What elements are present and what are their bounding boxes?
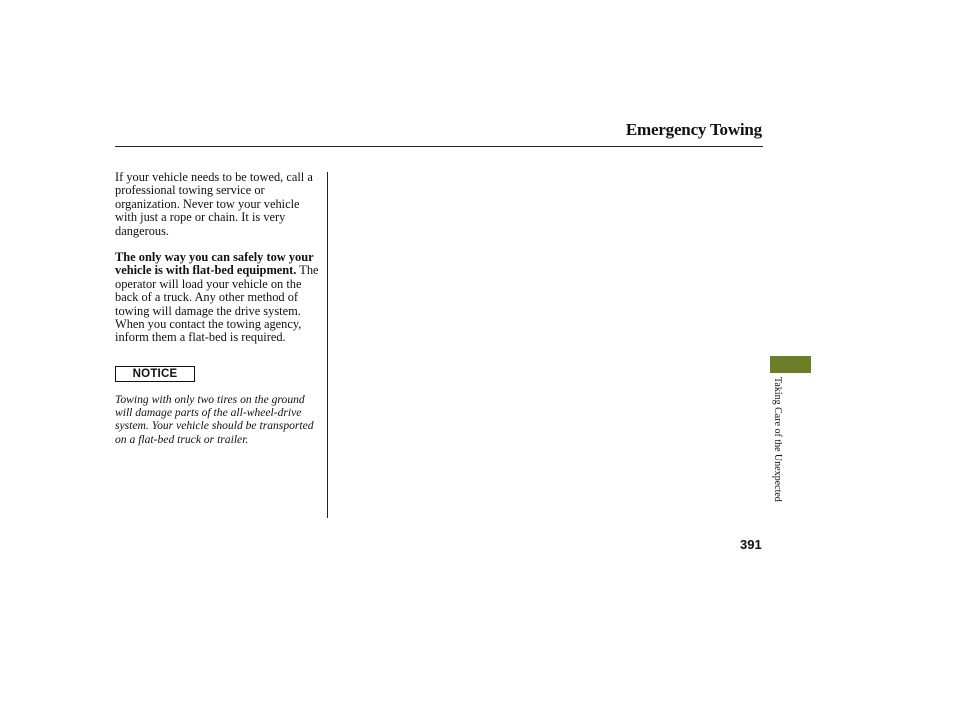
flatbed-bold-lead: The only way you can safely tow your vehicle is with flat-bed equipment. xyxy=(115,250,314,278)
header-divider xyxy=(115,146,763,147)
page-title: Emergency Towing xyxy=(625,120,762,139)
section-tab xyxy=(770,356,811,373)
left-column xyxy=(115,171,320,446)
column-divider xyxy=(327,172,328,518)
notice-label: NOTICE xyxy=(115,366,195,382)
notice-text: Towing with only two tires on the ground will damage parts of the all-wheel-drive system. Your vehicle should be transported on a flat-bed truck or trailer. xyxy=(115,392,314,446)
section-label: Taking Care of the Unexpected xyxy=(772,377,783,502)
flatbed-paragraph-rest: The operator will load your vehicle on the back of a truck. Any other method of towing will damage the drive system. When you contact the towing agency, inform them a flat-bed is required. xyxy=(115,263,319,345)
page-number: 391 xyxy=(740,537,762,552)
flatbed-paragraph xyxy=(115,251,320,345)
intro-paragraph: If your vehicle needs to be towed, call a professional towing service or organization. Never tow your vehicle with just a rope or chain. It is very dangerous. xyxy=(115,170,313,238)
